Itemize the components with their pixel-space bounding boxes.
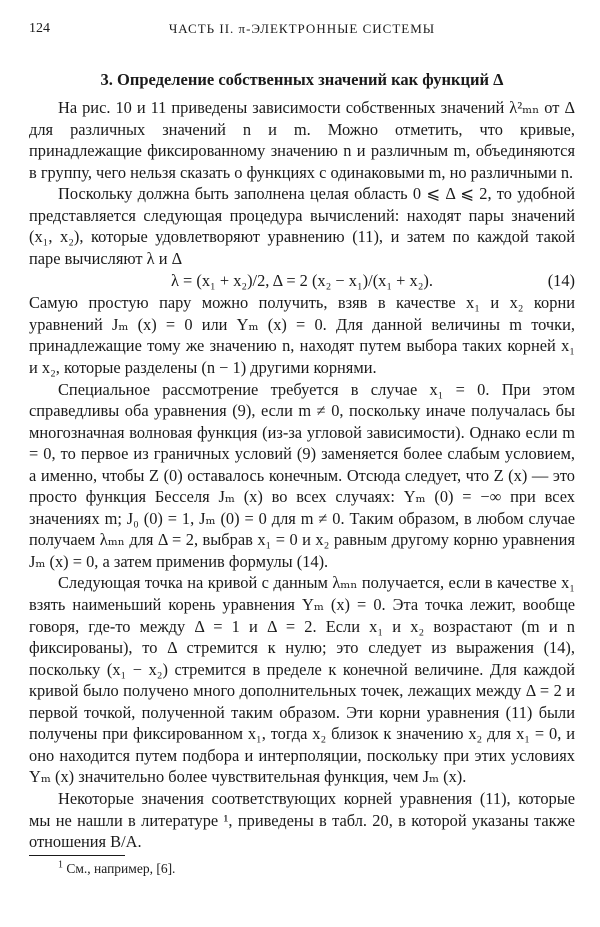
paragraph-6: Некоторые значения соответствующих корней уравнения (11), которые мы не нашли в литературе ¹, приведены в табл. 20, в которой указаны также отношения B/A. <box>29 788 575 852</box>
equation-14 <box>29 269 575 292</box>
paragraph-1: На рис. 10 и 11 приведены зависимости собственных значений λ²ₘₙ от Δ для различных значений n и m. Можно отметить, что кривые, принадлежащие фиксированному значению n и различным m, объединяются в группу, чего нельзя сказать о функциях с одинаковыми m, но различными n. <box>29 98 575 182</box>
footnote-marker: 1 <box>58 859 63 871</box>
section-title: 3. Определение собственных значений как функций Δ <box>100 70 504 89</box>
paragraph-3: Самую простую пару можно получить, взяв в качестве x₁ и x₂ корни уравнений Jₘ (x) = 0 или Yₘ (x) = 0. Для данной величины m точки, принадлежащие тому же значению n, находят путем выбора таких корней x₁ и x₂, которые разделены (n − 1) другими корнями. <box>29 293 575 378</box>
paragraph-2: Поскольку должна быть заполнена целая область 0 ⩽ Δ ⩽ 2, то удобной представляется следующая процедура вычислений: находят пары значений (x₁, x₂), которые удовлетворяют уравнению (11), и затем по каждой такой паре вычисляют λ и Δ <box>29 184 575 268</box>
footnote-rule <box>29 855 125 856</box>
paragraph-4: Специальное рассмотрение требуется в случае x₁ = 0. При этом справедливы оба уравнения (9), если m ≠ 0, поскольку иначе получалась бы многозначная волновая функция (из-за угловой зависимости). Однако если m = 0, то первое из граничных условий (9) заменяется более слабым условием, а именно, чтобы Z (0) оставалось конечным. Отсюда следует, что Z (x) — это просто функция Бесселя Jₘ (x) во всех случаях: Yₘ (0) = −∞ при всех значениях m; J₀ (0) = 1, Jₘ (0) = 0 для m ≠ 0. Таким образом, в любом случае получаем λₘₙ для Δ = 2, выбрав x₁ = 0 и x₂ равным другому корню уравнения Jₘ (x) = 0, а затем применив формулы (14). <box>29 379 575 571</box>
equation-number: (14) <box>547 271 575 291</box>
paragraph-5: Следующая точка на кривой с данным λₘₙ получается, если в качестве x₁ взять наименьший корень уравнения Yₘ (x) = 0. Эта точка лежит, вообще говоря, где-то между Δ = 1 и Δ = 2. Если x₁ и x₂ возрастают (m и n фиксированы), то Δ стремится к нулю; это следует из выражения (14), поскольку (x₁ − x₂) стремится в пределе к конечной величине. Для каждой кривой было получено много дополнительных точек, лежащих между Δ = 2 и первой точкой, полученной таким образом. Эти корни уравнения (11) были получены при фиксированном x₁, тогда x₂ близок к значению x₂ для x₁ = 0, и оно находится путем подбора и интерполяции, поскольку при этих условиях Yₘ (x) значительно более чувствительная функция, чем Jₘ (x). <box>29 573 575 787</box>
running-header <box>29 19 575 39</box>
body-text <box>29 97 575 853</box>
footnote <box>58 860 558 878</box>
footnote-text: См., например, [6]. <box>66 861 176 876</box>
running-title: ЧАСТЬ II. π-ЭЛЕКТРОННЫЕ СИСТЕМЫ <box>168 21 436 36</box>
equation-text: λ = (x₁ + x₂)/2, Δ = 2 (x₂ − x₁)/(x₁ + x₂). <box>171 271 433 291</box>
page-number: 124 <box>29 21 50 36</box>
